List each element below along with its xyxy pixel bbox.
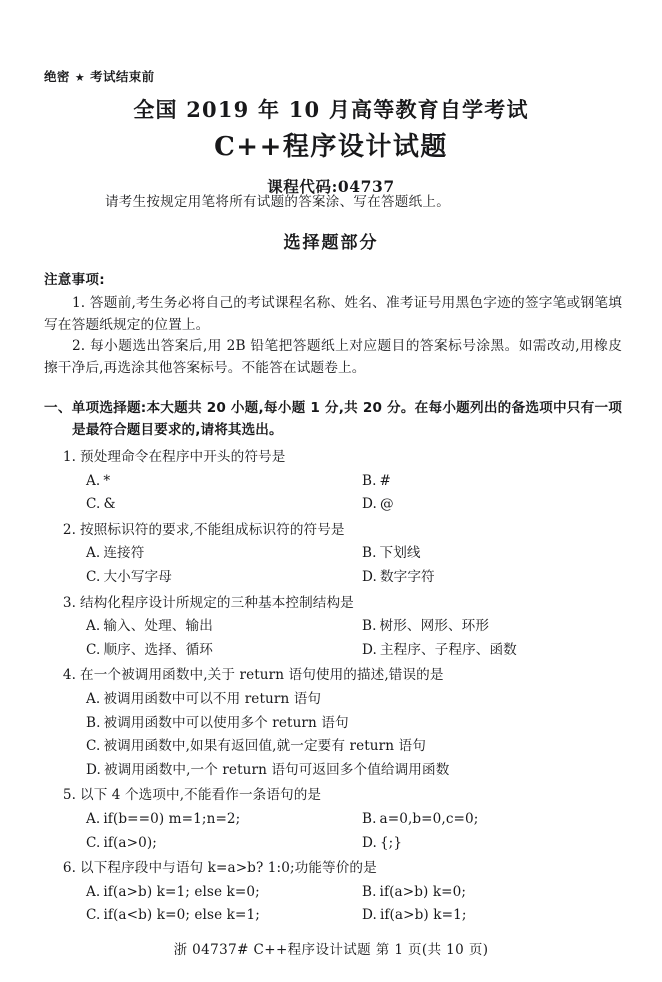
option-row (44, 493, 622, 517)
option-letter: B. (362, 472, 377, 489)
course-title: C++程序设计试题 (214, 132, 448, 163)
question-number: 1. (62, 449, 76, 465)
option-text: a=0,b=0,c=0; (379, 810, 479, 827)
option-text: * (103, 472, 111, 489)
part-heading: 选择题部分 (283, 233, 379, 253)
question-stem (44, 446, 622, 470)
question (44, 519, 622, 590)
notes-title: 注意事项: (44, 272, 105, 288)
question (44, 664, 622, 782)
note-item: 1. 答题前,考生务必将自己的考试课程名称、姓名、准考证号用黑色字迹的签字笔或钢笔填写在答题纸规定的位置上。 (44, 295, 622, 333)
option-letter: D. (86, 761, 101, 778)
option-group (44, 542, 622, 589)
exam-title: 全国 2019 年 10 月高等教育自学考试 (133, 97, 529, 122)
option-row (44, 759, 622, 783)
question-text: 以下程序段中与语句 k=a>b? 1:0;功能等价的是 (80, 860, 377, 877)
option-letter: C. (86, 834, 101, 851)
option-text: 下划线 (379, 545, 421, 562)
option-row (44, 542, 622, 566)
option-letter: C. (86, 568, 101, 585)
option-letter: D. (362, 834, 377, 851)
option-text: 被调用函数中可以不用 return 语句 (103, 690, 322, 707)
option-row (44, 712, 622, 736)
option-letter: D. (362, 907, 377, 924)
question-stem (44, 519, 622, 543)
secrecy-label-left: 绝密 (44, 69, 70, 84)
option-group (44, 470, 622, 517)
option-row (44, 808, 622, 832)
option-text: 数字字符 (379, 568, 435, 585)
option-c[interactable] (44, 493, 362, 517)
option-text: 树形、网形、环形 (379, 618, 490, 635)
option-text: # (379, 472, 392, 489)
option-letter: C. (86, 738, 101, 755)
option-b[interactable] (362, 542, 421, 566)
option-c[interactable] (44, 735, 426, 759)
option-letter: B. (362, 810, 377, 827)
option-letter: B. (362, 618, 377, 635)
option-b[interactable] (362, 881, 466, 905)
option-letter: A. (86, 618, 101, 635)
option-letter: A. (86, 810, 101, 827)
option-a[interactable] (44, 615, 362, 639)
option-d[interactable] (362, 639, 517, 663)
course-code: 课程代码:04737 (267, 177, 395, 197)
option-group (44, 881, 622, 928)
section-heading: 一、单项选择题:本大题共 20 小题,每小题 1 分,共 20 分。在每小题列出的备选项中只有一项是最符合题目要求的,请将其选出。 (44, 400, 622, 438)
option-text: 主程序、子程序、函数 (379, 641, 517, 658)
question-number: 2. (62, 521, 76, 538)
question-text: 按照标识符的要求,不能组成标识符的符号是 (80, 521, 345, 538)
option-letter: A. (86, 690, 101, 707)
question-number: 3. (62, 594, 76, 611)
option-c[interactable] (44, 904, 362, 928)
option-b[interactable] (362, 470, 391, 494)
option-group (44, 688, 622, 782)
option-letter: D. (362, 496, 377, 513)
option-row (44, 904, 622, 928)
option-letter: A. (86, 472, 101, 489)
option-b[interactable] (362, 615, 489, 639)
option-a[interactable] (44, 881, 362, 905)
option-row (44, 566, 622, 590)
option-letter: A. (86, 883, 101, 900)
question-stem (44, 784, 622, 808)
star-icon: ★ (74, 71, 86, 84)
secrecy-notice (44, 67, 155, 85)
option-a[interactable] (44, 808, 362, 832)
option-row (44, 735, 622, 759)
option-text: if(a>b) k=1; else k=0; (103, 883, 260, 900)
option-text: if(a<b) k=0; else k=1; (103, 907, 260, 924)
notes-block (44, 268, 622, 379)
option-letter: B. (362, 545, 377, 562)
option-a[interactable] (44, 470, 362, 494)
option-row (44, 639, 622, 663)
question (44, 446, 622, 517)
option-text: if(b==0) m=1;n=2; (103, 810, 241, 827)
question-stem (44, 857, 622, 881)
option-c[interactable] (44, 639, 362, 663)
question-stem (44, 664, 622, 688)
option-a[interactable] (44, 542, 362, 566)
option-text: 顺序、选择、循环 (103, 641, 213, 658)
option-text: 输入、处理、输出 (103, 618, 213, 635)
option-d[interactable] (362, 493, 394, 517)
option-text: & (103, 496, 116, 513)
option-text: if(a>0); (103, 834, 157, 851)
option-letter: A. (86, 545, 101, 562)
option-c[interactable] (44, 832, 362, 856)
option-letter: C. (86, 641, 101, 658)
option-row (44, 881, 622, 905)
note-item: 2. 每小题选出答案后,用 2B 铅笔把答题纸上对应题目的答案标号涂黑。如需改动,用橡皮擦干净后,再选涂其他答案标号。不能答在试题卷上。 (44, 338, 622, 376)
option-d[interactable] (362, 566, 435, 590)
question-number: 6. (62, 860, 76, 877)
option-group (44, 615, 622, 662)
option-d[interactable] (362, 904, 467, 928)
question-number: 4. (62, 667, 76, 684)
section-single-choice (44, 398, 622, 930)
option-row (44, 470, 622, 494)
option-letter: D. (362, 568, 377, 585)
option-text: 大小写字母 (103, 568, 172, 585)
question-text: 结构化程序设计所规定的三种基本控制结构是 (80, 594, 354, 611)
question-text: 预处理命令在程序中开头的符号是 (80, 449, 286, 465)
option-row (44, 832, 622, 856)
question-text: 在一个被调用函数中,关于 return 语句使用的描述,错误的是 (80, 667, 444, 684)
option-b[interactable] (44, 712, 349, 736)
option-text: @ (379, 496, 394, 513)
question-stem (44, 592, 622, 616)
option-text: if(a>b) k=1; (379, 907, 467, 924)
option-text: 连接符 (103, 545, 145, 562)
option-d[interactable] (362, 832, 402, 856)
title-block (0, 96, 662, 197)
answer-instruction: 请考生按规定用笔将所有试题的答案涂、写在答题纸上。 (105, 194, 450, 210)
option-row (44, 688, 622, 712)
question-number: 5. (62, 787, 76, 804)
question-text: 以下 4 个选项中,不能看作一条语句的是 (80, 787, 322, 804)
option-letter: C. (86, 907, 101, 924)
option-letter: C. (86, 496, 101, 513)
question (44, 784, 622, 855)
question-list (44, 446, 622, 928)
option-b[interactable] (362, 808, 478, 832)
option-letter: B. (362, 883, 377, 900)
option-c[interactable] (44, 566, 362, 590)
option-group (44, 808, 622, 855)
question (44, 592, 622, 663)
option-text: 被调用函数中,如果有返回值,就一定要有 return 语句 (103, 738, 426, 755)
option-text: if(a>b) k=0; (379, 883, 467, 900)
option-text: {;} (379, 834, 403, 851)
option-letter: B. (86, 714, 101, 731)
option-text: 被调用函数中可以使用多个 return 语句 (103, 714, 349, 731)
option-a[interactable] (44, 688, 321, 712)
question (44, 857, 622, 928)
page-footer: 浙 04737# C++程序设计试题 第 1 页(共 10 页) (173, 942, 489, 958)
option-row (44, 615, 622, 639)
option-text: 被调用函数中,一个 return 语句可返回多个值给调用函数 (103, 761, 450, 778)
secrecy-label-right: 考试结束前 (90, 69, 155, 84)
option-letter: D. (362, 641, 377, 658)
option-d[interactable] (44, 759, 449, 783)
